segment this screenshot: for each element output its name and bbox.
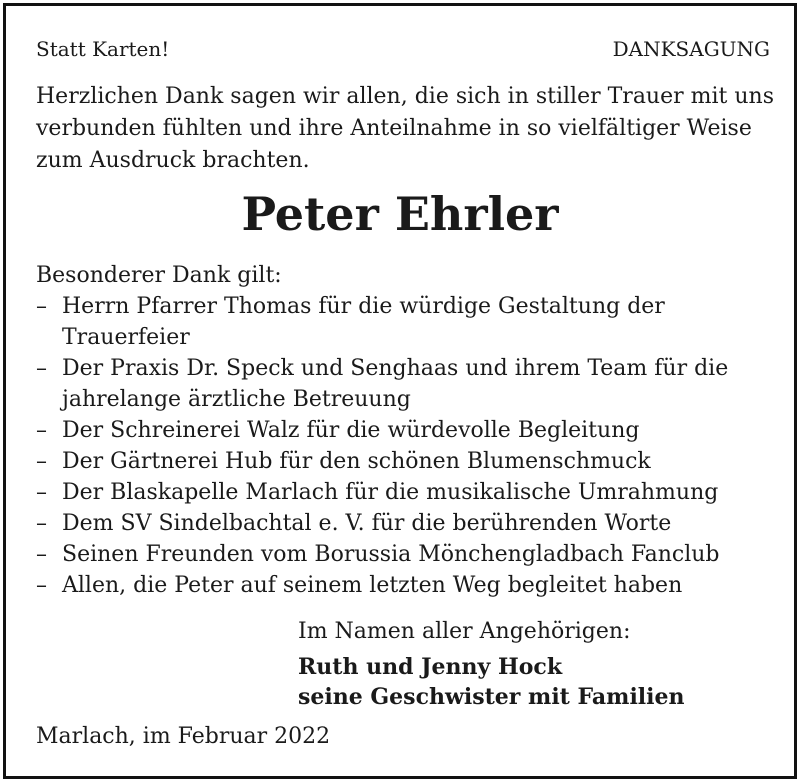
list-item bbox=[36, 539, 776, 570]
signature-intro: Im Namen aller Angehörigen: bbox=[298, 619, 631, 644]
notice-type: DANKSAGUNG bbox=[612, 37, 770, 61]
dash-bullet: – bbox=[36, 480, 47, 505]
signature-line: Ruth und Jenny Hock bbox=[298, 654, 563, 680]
dash-bullet: – bbox=[36, 449, 47, 474]
dash-bullet: – bbox=[36, 511, 47, 536]
signature-line: seine Geschwister mit Familien bbox=[298, 684, 685, 710]
dash-bullet: – bbox=[36, 356, 47, 381]
dash-bullet: – bbox=[36, 418, 47, 443]
list-item-text: Der Gärtnerei Hub für den schönen Blumenschmuck bbox=[62, 449, 651, 474]
thanks-list bbox=[36, 291, 776, 601]
place-date: Marlach, im Februar 2022 bbox=[36, 724, 331, 749]
list-item bbox=[36, 570, 776, 601]
dash-bullet: – bbox=[36, 294, 47, 319]
deceased-name: Peter Ehrler bbox=[241, 187, 559, 241]
intro-text: Herzlichen Dank sagen wir allen, die sich in stiller Trauer mit uns verbunden fühlten und ihre Anteilnahme in so vielfältiger Weise zum Ausdruck brachten. bbox=[36, 84, 774, 173]
list-item-text: Seinen Freunden vom Borussia Mönchengladbach Fanclub bbox=[62, 542, 720, 567]
notice-header bbox=[36, 36, 770, 62]
list-item bbox=[36, 446, 776, 477]
list-item-text: Der Blaskapelle Marlach für die musikalische Umrahmung bbox=[62, 480, 719, 505]
list-item-text: Dem SV Sindelbachtal e. V. für die berührenden Worte bbox=[62, 511, 672, 536]
list-item bbox=[36, 508, 776, 539]
list-item bbox=[36, 291, 776, 353]
list-item-text: Der Schreinerei Walz für die würdevolle Begleitung bbox=[62, 418, 640, 443]
signature-block bbox=[298, 652, 685, 712]
list-item bbox=[36, 415, 776, 446]
dash-bullet: – bbox=[36, 573, 47, 598]
obituary-notice bbox=[3, 3, 797, 779]
list-item-text: Allen, die Peter auf seinem letzten Weg begleitet haben bbox=[62, 573, 683, 598]
dash-bullet: – bbox=[36, 542, 47, 567]
thanks-heading: Besonderer Dank gilt: bbox=[36, 263, 282, 288]
list-item-text: Der Praxis Dr. Speck und Senghaas und ihrem Team für die jahrelange ärztliche Betreuung bbox=[62, 356, 729, 412]
list-item-text: Herrn Pfarrer Thomas für die würdige Gestaltung der Trauerfeier bbox=[62, 294, 665, 350]
list-item bbox=[36, 353, 776, 415]
list-item bbox=[36, 477, 776, 508]
header-note: Statt Karten! bbox=[36, 37, 170, 61]
